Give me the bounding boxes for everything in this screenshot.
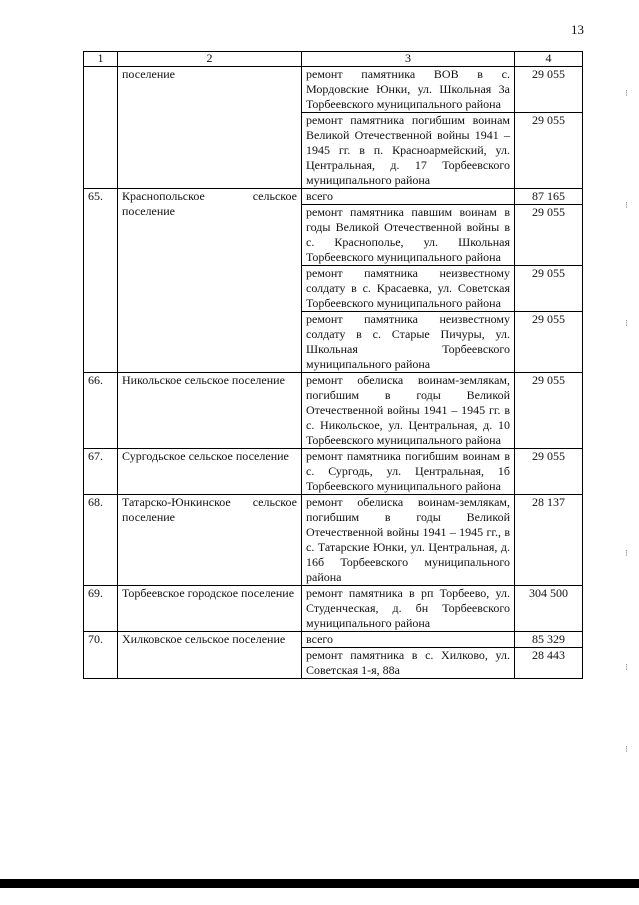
work-description: ремонт памятника в рп Торбеево, ул. Студенческая, д. бн Торбеевского муниципального района <box>302 586 515 632</box>
column-number-3: 3 <box>302 52 515 67</box>
work-description: всего <box>302 189 515 205</box>
table-row <box>84 449 583 495</box>
settlement-name: Хилковское сельское поселение <box>118 632 302 679</box>
settlement-name: Краснопольское сельское поселение <box>118 189 302 373</box>
settlement-name: поселение <box>118 67 302 189</box>
amount: 29 055 <box>515 312 583 373</box>
amount: 28 137 <box>515 495 583 586</box>
scan-bottom-bar <box>0 879 639 888</box>
amount: 29 055 <box>515 449 583 495</box>
column-number-1: 1 <box>84 52 118 67</box>
work-description: ремонт обелиска воинам-землякам, погибшим в годы Великой Отечественной войны 1941 – 1945 гг., в с. Татарские Юнки, ул. Центральная, д. 16б Торбеевского муниципального района <box>302 495 515 586</box>
table-header-row <box>84 52 583 67</box>
settlement-name: Татарско-Юнкинское сельское поселение <box>118 495 302 586</box>
table-row <box>84 495 583 586</box>
amount: 29 055 <box>515 113 583 189</box>
column-number-2: 2 <box>118 52 302 67</box>
amount: 29 055 <box>515 67 583 113</box>
table-row <box>84 373 583 449</box>
work-description: ремонт памятника неизвестному солдату в с. Старые Пичуры, ул. Школьная Торбеевского муниципального района <box>302 312 515 373</box>
work-description: всего <box>302 632 515 648</box>
work-description: ремонт памятника павшим воинам в годы Великой Отечественной войны в с. Краснополье, ул. Школьная Торбеевского муниципального района <box>302 205 515 266</box>
amount: 87 165 <box>515 189 583 205</box>
amount: 304 500 <box>515 586 583 632</box>
scan-edge-mark: ⁝ <box>625 200 628 210</box>
work-description: ремонт памятника погибшим воинам Великой Отечественной войны 1941 – 1945 гг. в п. Красноармейский, ул. Центральная, д. 17 Торбеевского муниципального района <box>302 113 515 189</box>
row-number: 67. <box>84 449 118 495</box>
settlement-name: Торбеевское городское поселение <box>118 586 302 632</box>
scan-edge-mark: ⁝ <box>625 744 628 754</box>
table-row <box>84 189 583 205</box>
work-description: ремонт памятника неизвестному солдату в с. Красаевка, ул. Советская Торбеевского муниципального района <box>302 266 515 312</box>
settlement-name: Сургодьское сельское поселение <box>118 449 302 495</box>
amount: 29 055 <box>515 205 583 266</box>
table-row <box>84 586 583 632</box>
row-number: 68. <box>84 495 118 586</box>
amount: 29 055 <box>515 373 583 449</box>
work-description: ремонт памятника ВОВ в с. Мордовские Юнки, ул. Школьная 3а Торбеевского муниципального района <box>302 67 515 113</box>
settlement-name: Никольское сельское поселение <box>118 373 302 449</box>
scan-edge-mark: ⁝ <box>625 662 628 672</box>
row-number <box>84 67 118 189</box>
work-description: ремонт памятника в с. Хилково, ул. Советская 1-я, 88а <box>302 648 515 679</box>
row-number: 65. <box>84 189 118 373</box>
allocation-table <box>83 51 583 679</box>
work-description: ремонт обелиска воинам-землякам, погибшим в годы Великой Отечественной войны 1941 – 1945 гг. в с. Никольское, ул. Центральная, д. 10 Торбеевского муниципального района <box>302 373 515 449</box>
amount: 28 443 <box>515 648 583 679</box>
scan-edge-mark: ⁝ <box>625 548 628 558</box>
column-number-4: 4 <box>515 52 583 67</box>
amount: 29 055 <box>515 266 583 312</box>
row-number: 69. <box>84 586 118 632</box>
work-description: ремонт памятника погибшим воинам в с. Сургодь, ул. Центральная, 1б Торбеевского муниципального района <box>302 449 515 495</box>
row-number: 66. <box>84 373 118 449</box>
table-row <box>84 67 583 113</box>
scan-edge-mark: ⁝ <box>625 88 628 98</box>
amount: 85 329 <box>515 632 583 648</box>
page-number: 13 <box>571 22 584 37</box>
row-number: 70. <box>84 632 118 679</box>
scan-edge-mark: ⁝ <box>625 318 628 328</box>
table-row <box>84 632 583 648</box>
